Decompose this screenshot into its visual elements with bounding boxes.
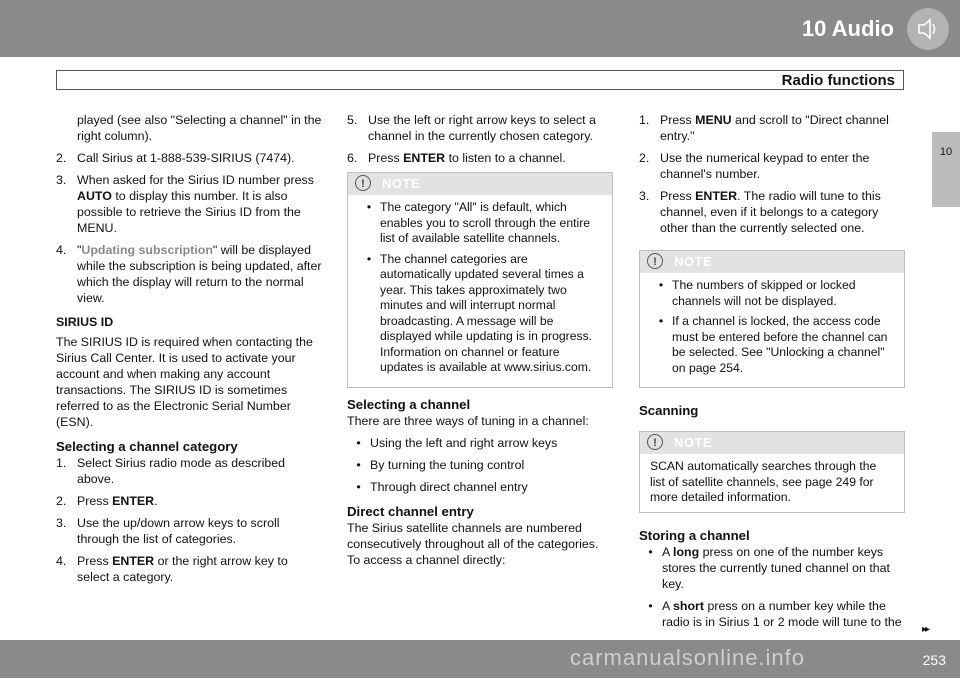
heading-selecting-channel: Selecting a channel — [347, 396, 471, 412]
heading-scanning: Scanning — [639, 403, 699, 418]
heading-channel-category: Selecting a channel category — [56, 439, 238, 454]
continue-arrows-icon: ▸▸ — [922, 624, 929, 635]
paragraph: There are three ways of tuning in a channel: — [347, 413, 589, 428]
note-header: ! NOTE — [348, 173, 612, 195]
list-item: 2. Call Sirius at 1-888-539-SIRIUS (7474). — [56, 151, 295, 165]
list-item: 3. When asked for the Sirius ID number press AUTO to display this number. It is also possible to retrieve the Sirius ID from the MENU. — [56, 173, 314, 235]
list-item: • The category "All" is default, which enables you to scroll through the entire list of available satellite channels. — [366, 200, 591, 245]
list-item: • The channel categories are automatically updated several times a year. This takes approximately two minutes and will interrupt normal broadcasting. A message will be displayed while updating is in progress. Information on channel or feature updates is available at www.sirius.com. — [366, 251, 593, 374]
list-item: • A long press on one of the number keys stores the currently tuned channel on that key. — [648, 544, 890, 591]
list-item: 1. Select Sirius radio mode as described above. — [56, 456, 285, 486]
info-icon: ! — [647, 253, 663, 269]
watermark: carmanualsonline.info — [570, 645, 806, 670]
page-number: 253 — [922, 652, 946, 668]
list-item: 3. Use the up/down arrow keys to scroll through the list of categories. — [56, 516, 280, 546]
list-item: 6. Press ENTER to listen to a channel. — [347, 151, 566, 165]
chapter-tab: 10 — [932, 132, 960, 207]
speaker-icon — [907, 8, 949, 50]
section-title: Radio functions — [56, 70, 904, 90]
note-box: ! NOTE SCAN automatically searches through the list of satellite channels, see page 249 for more detailed information. — [639, 431, 905, 513]
column-middle — [347, 112, 613, 574]
paragraph: The Sirius satellite channels are numbered consecutively throughout all of the categories. To access a channel directly: — [347, 520, 599, 567]
list-item: 2. Use the numerical keypad to enter the channel's number. — [639, 151, 870, 181]
note-box — [639, 250, 905, 388]
sirius-id-label: SIRIUS ID — [56, 315, 114, 329]
column-right — [639, 112, 905, 636]
page-footer-bar — [0, 640, 960, 678]
note-header: ! NOTE — [640, 432, 904, 454]
list-item: • Using the left and right arrow keys — [356, 435, 558, 450]
list-item: played (see also "Selecting a channel" in the right column). — [77, 113, 322, 143]
list-item: 2. Press ENTER. — [56, 494, 158, 508]
list-item: 4. "Updating subscription" will be displayed while the subscription is being updated, after which the display will return to the normal view. — [56, 243, 322, 305]
heading-storing-channel: Storing a channel — [639, 527, 750, 543]
list-item: • If a channel is locked, the access code must be entered before the channel can be selected. See "Unlocking a channel" on page 254. — [658, 314, 888, 375]
list-item: 1. Press MENU and scroll to "Direct channel entry." — [639, 113, 889, 143]
info-icon: ! — [647, 434, 663, 450]
sirius-id-text: The SIRIUS ID is required when contacting the Sirius Call Center. It is used to activate your account and when making any account transactions. The SIRIUS ID is sometimes referred to as the Electronic Serial Number (ESN). — [56, 335, 313, 429]
list-item: 4. Press ENTER or the right arrow key to select a category. — [56, 554, 288, 584]
column-left — [56, 112, 322, 591]
heading-direct-entry: Direct channel entry — [347, 503, 474, 519]
info-icon: ! — [355, 175, 371, 191]
list-item: • By turning the tuning control — [356, 457, 525, 472]
list-item: • The numbers of skipped or locked channels will not be displayed. — [658, 278, 856, 308]
note-header: ! NOTE — [640, 251, 904, 273]
chapter-title: 10 Audio — [801, 16, 894, 41]
list-item: • A short press on a number key while the radio is in Sirius 1 or 2 mode will tune to the — [648, 598, 902, 629]
note-box — [347, 172, 613, 388]
list-item: 5. Use the left or right arrow keys to select a channel in the currently chosen category. — [347, 113, 596, 143]
list-item: • Through direct channel entry — [356, 479, 528, 494]
list-item: 3. Press ENTER. The radio will tune to this channel, even if it belongs to a category other than the currently selected one. — [639, 189, 881, 235]
